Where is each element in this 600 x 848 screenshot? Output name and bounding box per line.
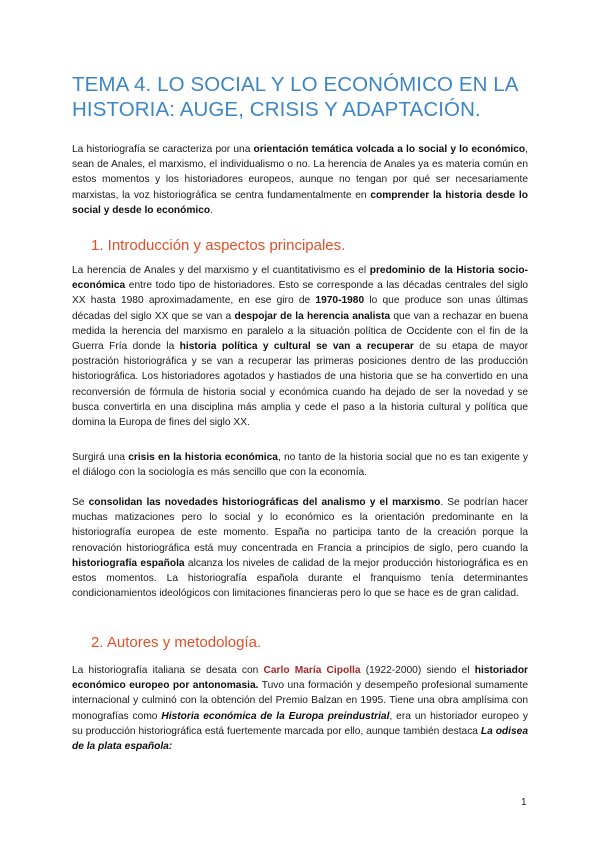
- s1p1-text-1: La herencia de Anales y del marxismo y el cuantitativismo es el: [72, 265, 370, 276]
- s1p3-text-3: alcanza los niveles de calidad de la mejor producción historiográfica es en estos momentos. La historiografía española durante el franquismo tenía determinantes condicionamientos ideológicos con limitaciones financieras pero lo que se hace es de gran calidad.: [72, 557, 529, 600]
- s1p1-text-5: de su etapa de mayor postración historiográfica y se van a recuperar las primeras posiciones dentro de las producción historiográfica. Los historiadores agotados y hastiados de una historia que se ha convertido en una reconversión de fórmula de historia social y económica cuando ha dejado de ser la novedad y se busca convertirla en una disciplina más amplia y cede el paso a la historia cultural y política que domina la Europa de fines del siglo XX.: [72, 341, 529, 429]
- s1p3-bold-1: consolidan las novedades historiográficas del analismo y el marxismo: [88, 497, 441, 508]
- s1p3-text-2: . Se podrían hacer muchas matizaciones pero lo social y lo económico es la orientación predominante en la historiografía europea de este momento. España no participa tanto de la creación porque la renovación historiográfica está muy concentrada en Francia a principios de siglo, pero cuando la: [72, 497, 528, 554]
- book-title-2: La odisea de la plata española:: [72, 725, 528, 753]
- author-name: Carlo María Cipolla: [263, 665, 361, 676]
- s2p1-text-1: La historiografía italiana se desata con: [72, 665, 264, 676]
- section-1-paragraph-1: [72, 263, 528, 430]
- section-2-heading: 2. Autores y metodología.: [91, 634, 262, 651]
- s1p1-text-4: que van a rechazar en buena medida la herencia del marxismo en paralelo a la situación política de Occidente con el fin de la Guerra Fría donde la: [72, 310, 528, 353]
- s1p1-bold-4: historia política y cultural se van a recuperar: [179, 341, 414, 353]
- s1p1-text-2: entre todo tipo de historiadores. Esto se corresponde a las décadas centrales del siglo XX hasta 1980 aproximadamente, en ese giro de: [72, 280, 528, 307]
- intro-bold-2: comprender la historia desde lo social y desde lo económico: [72, 189, 528, 216]
- intro-bold-1: orientación temática volcada a lo social y lo económico: [253, 144, 526, 155]
- intro-paragraph: [72, 142, 528, 218]
- s1p1-bold-1: predominio de la Historia socio-económica: [72, 265, 528, 292]
- s2p1-text-3: Tuvo una formación y desempeño profesional sumamente internacional y culminó con la obtención del Premio Balzan en 1995. Tiene una obra amplísima con monografías como: [72, 680, 528, 722]
- intro-text-2: , sean de Anales, el marxismo, el individualismo o no. La herencia de Anales ya es materia común en estos momentos y los historiadores europeos, aunque no tengan por qué ser necesariamente marxistas, la voz historiográfica se centra fundamentalmente en: [72, 144, 528, 201]
- s1p2-text-2: , no tanto de la historia social que no es tan exigente y el diálogo con la sociología es más sencillo que con la economía.: [72, 452, 529, 479]
- page-title: TEMA 4. LO SOCIAL Y LO ECONÓMICO EN LA HISTORIA: AUGE, CRISIS Y ADAPTACIÓN.: [72, 73, 518, 121]
- s1p1-text-3: lo que produce son unas últimas décadas del siglo XX que se van a: [72, 295, 528, 322]
- section-2-paragraph-1: [72, 663, 528, 754]
- s1p3-bold-2: historiografía española: [72, 557, 185, 569]
- intro-text-3: .: [210, 204, 213, 216]
- s1p3-text-1: Se: [72, 497, 89, 508]
- s2p1-text-2: (1922-2000) siendo el: [360, 665, 475, 676]
- s2p1-text-4: , era un historiador europeo y su producción historiográfica está fuertemente marcada por ello, aunque también destaca: [72, 710, 528, 737]
- section-1-paragraph-2: [72, 450, 528, 480]
- book-title-1: Historia económica de la Europa preindustrial: [161, 710, 390, 722]
- intro-text-1: La historiografía se caracteriza por una: [72, 144, 254, 155]
- s1p2-bold-1: crisis en la historia económica: [128, 452, 278, 463]
- s1p2-text-1: Surgirá una: [72, 452, 129, 463]
- s1p1-bold-3: despojar de la herencia analista: [234, 310, 391, 322]
- s2p1-bold-2: historiador económico europeo por antonomasia.: [72, 665, 529, 692]
- section-1-heading: 1. Introducción y aspectos principales.: [91, 237, 346, 254]
- s1p1-bold-2: 1970-1980: [315, 295, 365, 307]
- section-1-paragraph-3: [72, 495, 528, 601]
- page-number: 1: [521, 797, 527, 808]
